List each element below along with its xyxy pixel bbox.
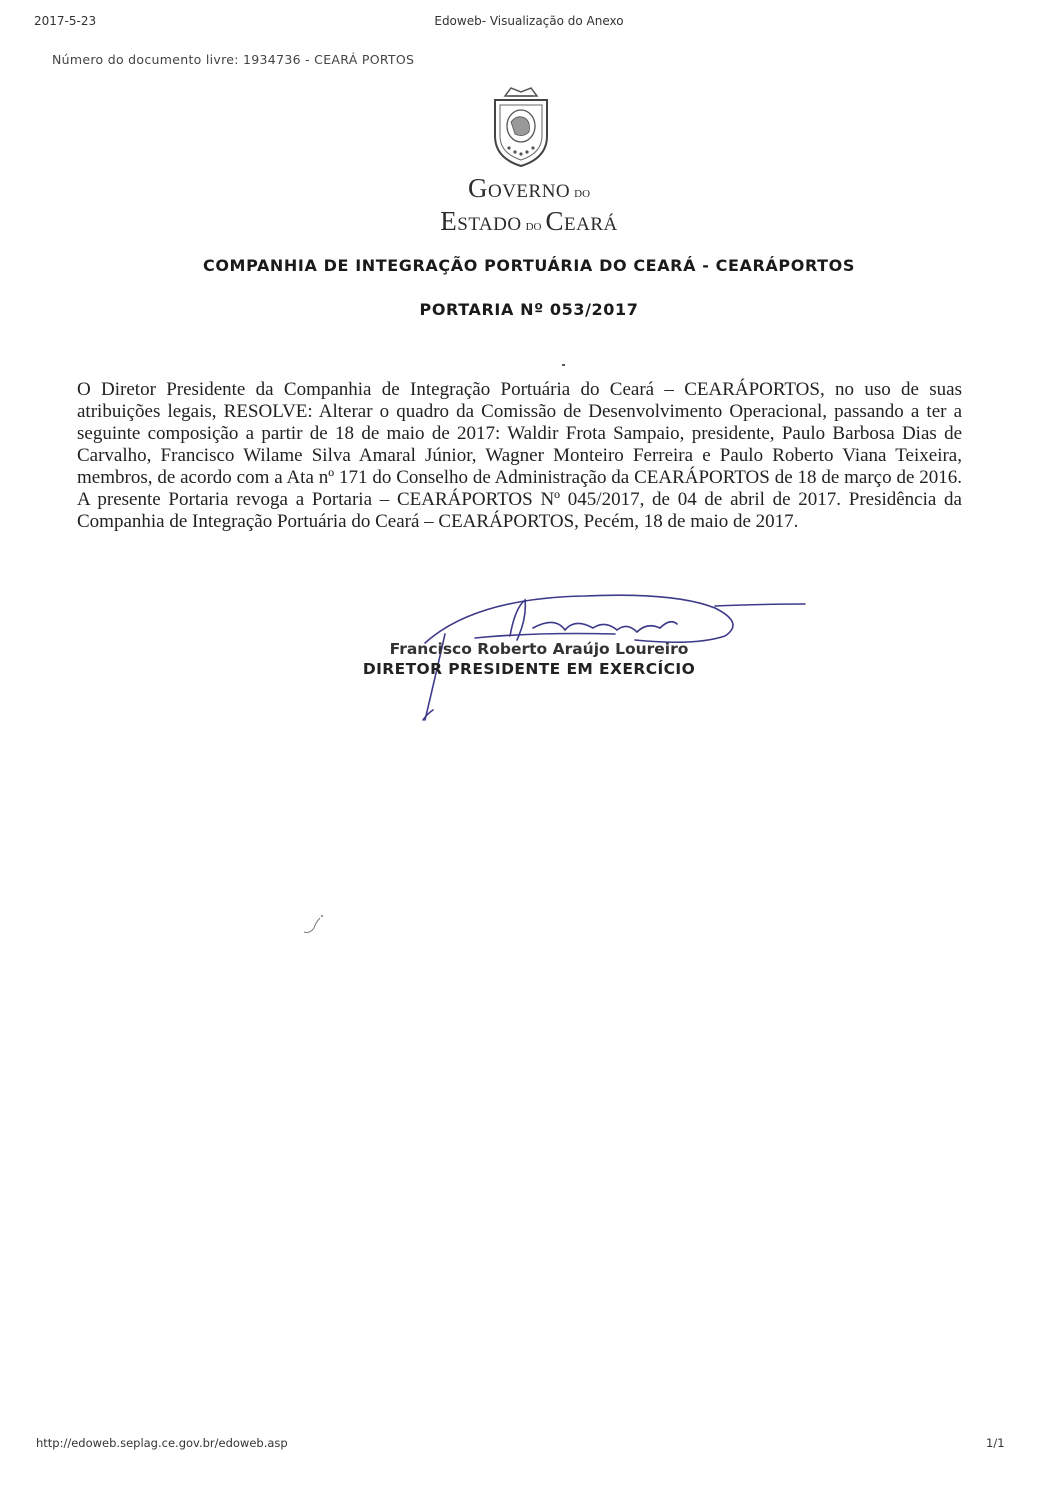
government-line-1 bbox=[0, 174, 1058, 207]
company-heading: COMPANHIA DE INTEGRAÇÃO PORTUÁRIA DO CEARÁ - CEARÁPORTOS bbox=[203, 256, 855, 275]
gov-word-do-2: do bbox=[525, 217, 542, 234]
ceara-state-coat-of-arms-icon bbox=[487, 86, 555, 168]
print-date: 2017-5-23 bbox=[34, 14, 97, 28]
scan-speck bbox=[562, 364, 565, 366]
document-number: Número do documento livre: 1934736 - CEARÁ PORTOS bbox=[52, 52, 415, 67]
signatory-role: DIRETOR PRESIDENTE EM EXERCÍCIO bbox=[362, 660, 696, 678]
footer-url: http://edoweb.seplag.ce.gov.br/edoweb.asp bbox=[36, 1436, 288, 1450]
gov-word-estado: Estado bbox=[440, 206, 522, 236]
gov-word-do: do bbox=[574, 184, 591, 201]
government-line-2 bbox=[0, 207, 1058, 240]
signatory-name: Francisco Roberto Araújo Loureiro bbox=[389, 640, 689, 658]
gov-word-governo: Governo bbox=[467, 173, 571, 203]
gov-word-ceara: Ceará bbox=[545, 206, 618, 236]
scan-mark bbox=[300, 912, 330, 936]
footer-page-number: 1/1 bbox=[986, 1436, 1005, 1450]
portaria-body: O Diretor Presidente da Companhia de Integração Portuária do Ceará – CEARÁPORTOS, no uso de suas atribuições legais, RESOLVE: Alterar o quadro da Comissão de Desenvolvimento Operacional, passando a ter a seguinte composição a partir de 18 de maio de 2017: Waldir Frota Sampaio, presidente, Paulo Barbosa Dias de Carvalho, Francisco Wilame Silva Amaral Júnior, Wagner Monteiro Ferreira e Paulo Roberto Viana Teixeira, membros, de acordo com a Ata nº 171 do Conselho de Administração da CEARÁPORTOS de 18 de março de 2016. A presente Portaria revoga a Portaria – CEARÁPORTOS Nº 045/2017, de 04 de abril de 2017. Presidência da Companhia de Integração Portuária do Ceará – CEARÁPORTOS, Pecém, 18 de maio de 2017. bbox=[77, 379, 962, 532]
portaria-title: PORTARIA Nº 053/2017 bbox=[419, 300, 639, 319]
government-title bbox=[0, 174, 1058, 240]
print-page-title: Edoweb- Visualização do Anexo bbox=[434, 14, 624, 28]
